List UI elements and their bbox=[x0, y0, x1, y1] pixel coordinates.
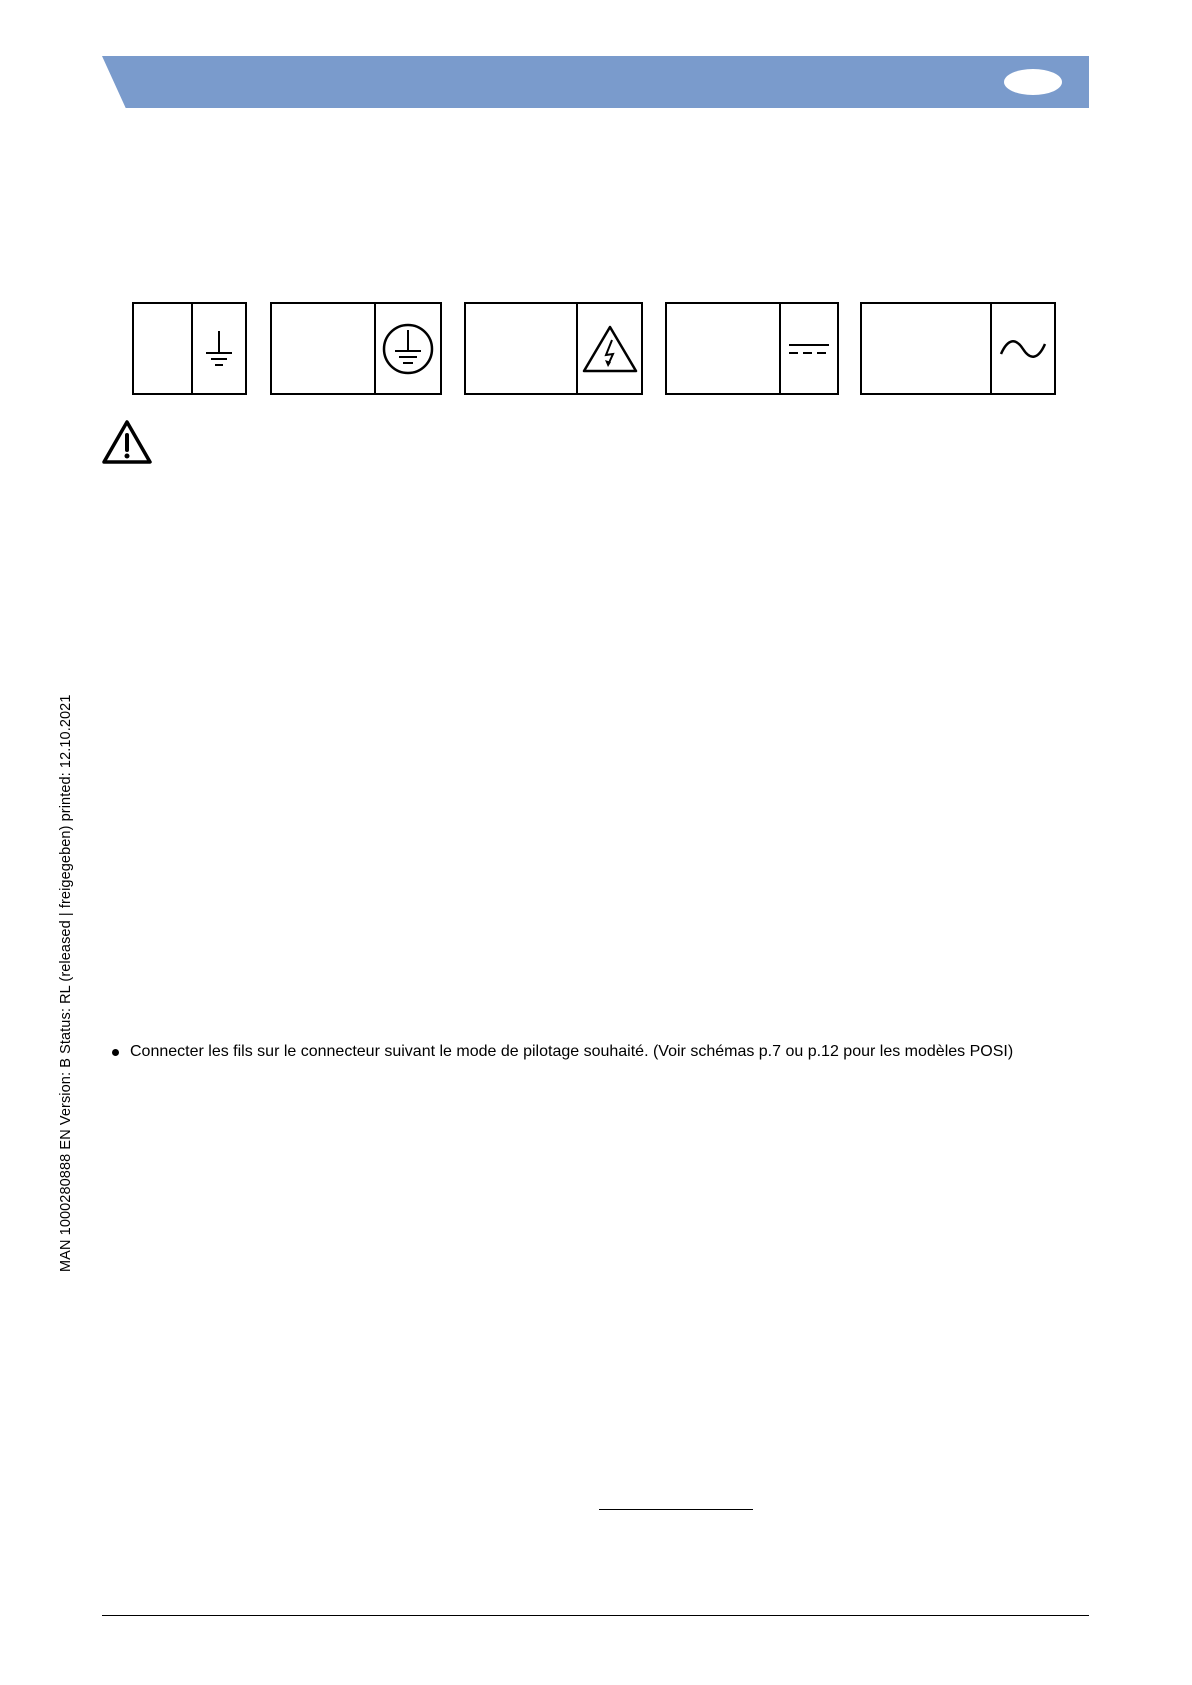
caution-triangle-icon bbox=[101, 418, 153, 466]
symbol-box-protective-earth bbox=[270, 302, 442, 395]
footer-rule bbox=[102, 1615, 1089, 1616]
direct-current-icon bbox=[787, 339, 831, 359]
symbol-icon-cell bbox=[376, 304, 440, 393]
alternating-current-icon bbox=[998, 334, 1048, 364]
document-control-note: MAN 1000280888 EN Version: B Status: RL (released | freigegeben) printed: 12.10.2021 bbox=[58, 694, 74, 1272]
bullet-icon bbox=[112, 1049, 119, 1056]
footnote-separator bbox=[599, 1509, 753, 1510]
symbol-label-cell bbox=[667, 304, 781, 393]
high-voltage-warning-icon bbox=[581, 323, 639, 375]
symbol-label-cell bbox=[862, 304, 992, 393]
symbol-label-cell bbox=[466, 304, 578, 393]
symbol-box-alternating-current bbox=[860, 302, 1056, 395]
symbol-box-high-voltage bbox=[464, 302, 643, 395]
symbol-label-cell bbox=[134, 304, 193, 393]
instruction-text: Connecter les fils sur le connecteur suivant le mode de pilotage souhaité. (Voir schémas p.7 ou p.12 pour les modèles POSI) bbox=[130, 1043, 1014, 1060]
protective-earth-icon bbox=[380, 321, 436, 377]
earth-ground-icon bbox=[199, 319, 239, 379]
symbol-icon-cell bbox=[781, 304, 837, 393]
symbol-icon-cell bbox=[578, 304, 641, 393]
header-band bbox=[102, 56, 1089, 108]
symbol-label-cell bbox=[272, 304, 376, 393]
instruction-list-item bbox=[112, 1043, 1013, 1061]
symbol-icon-cell bbox=[992, 304, 1054, 393]
symbol-icon-cell bbox=[193, 304, 245, 393]
symbol-box-direct-current bbox=[665, 302, 839, 395]
symbol-box-earth-ground bbox=[132, 302, 247, 395]
language-tab-oval bbox=[1004, 69, 1062, 95]
